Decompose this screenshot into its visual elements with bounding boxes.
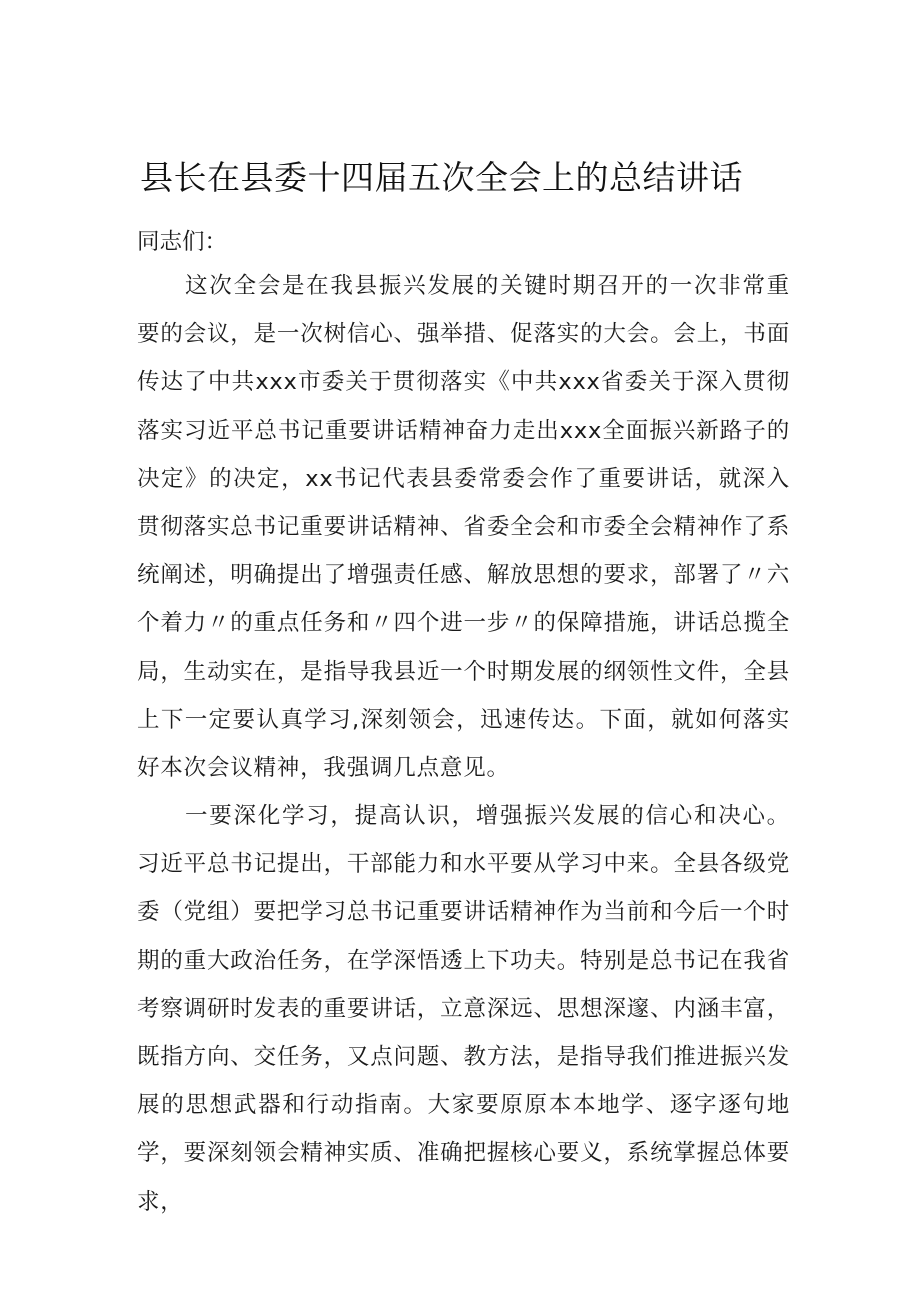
paragraph-intro: 这次全会是在我县振兴发展的关键时期召开的一次非常重要的会议，是一次树信心、强举措、促落实的大会。会上，书面传达了中共xxx市委关于贯彻落实《中共xxx省委关于深入贯彻落实习近平总书记重要讲话精神奋力走出xxx全面振兴新路子的决定》的决定，xx书记代表县委常委会作了重要讲话，就深入贯彻落实总书记重要讲话精神、省委全会和市委全会精神作了系统阐述，明确提出了增强责任感、解放思想的要求，部署了〃六个着力〃的重点任务和〃四个进一步〃的保障措施，讲话总揽全局，生动实在，是指导我县近一个时期发展的纲领性文件，全县上下一定要认真学习,深刻领会，迅速传达。下面，就如何落实好本次会议精神，我强调几点意见。 <box>137 273 790 782</box>
document-title: 县长在县委十四届五次全会上的总结讲话 <box>140 158 743 197</box>
salutation: 同志们： <box>137 229 228 255</box>
paragraph-point-one: 一要深化学习，提高认识，增强振兴发展的信心和决心。习近平总书记提出，干部能力和水平要从学习中来。全县各级党委（党组）要把学习总书记重要讲话精神作为当前和今后一个时期的重大政治任务，在学深悟透上下功夫。特别是总书记在我省考察调研时发表的重要讲话，立意深远、思想深邃、内涵丰富，既指方向、交任务，又点问题、教方法，是指导我们推进振兴发展的思想武器和行动指南。大家要原原本本地学、逐字逐句地学，要深刻领会精神实质、准确把握核心要义，系统掌握总体要求， <box>137 803 790 1215</box>
